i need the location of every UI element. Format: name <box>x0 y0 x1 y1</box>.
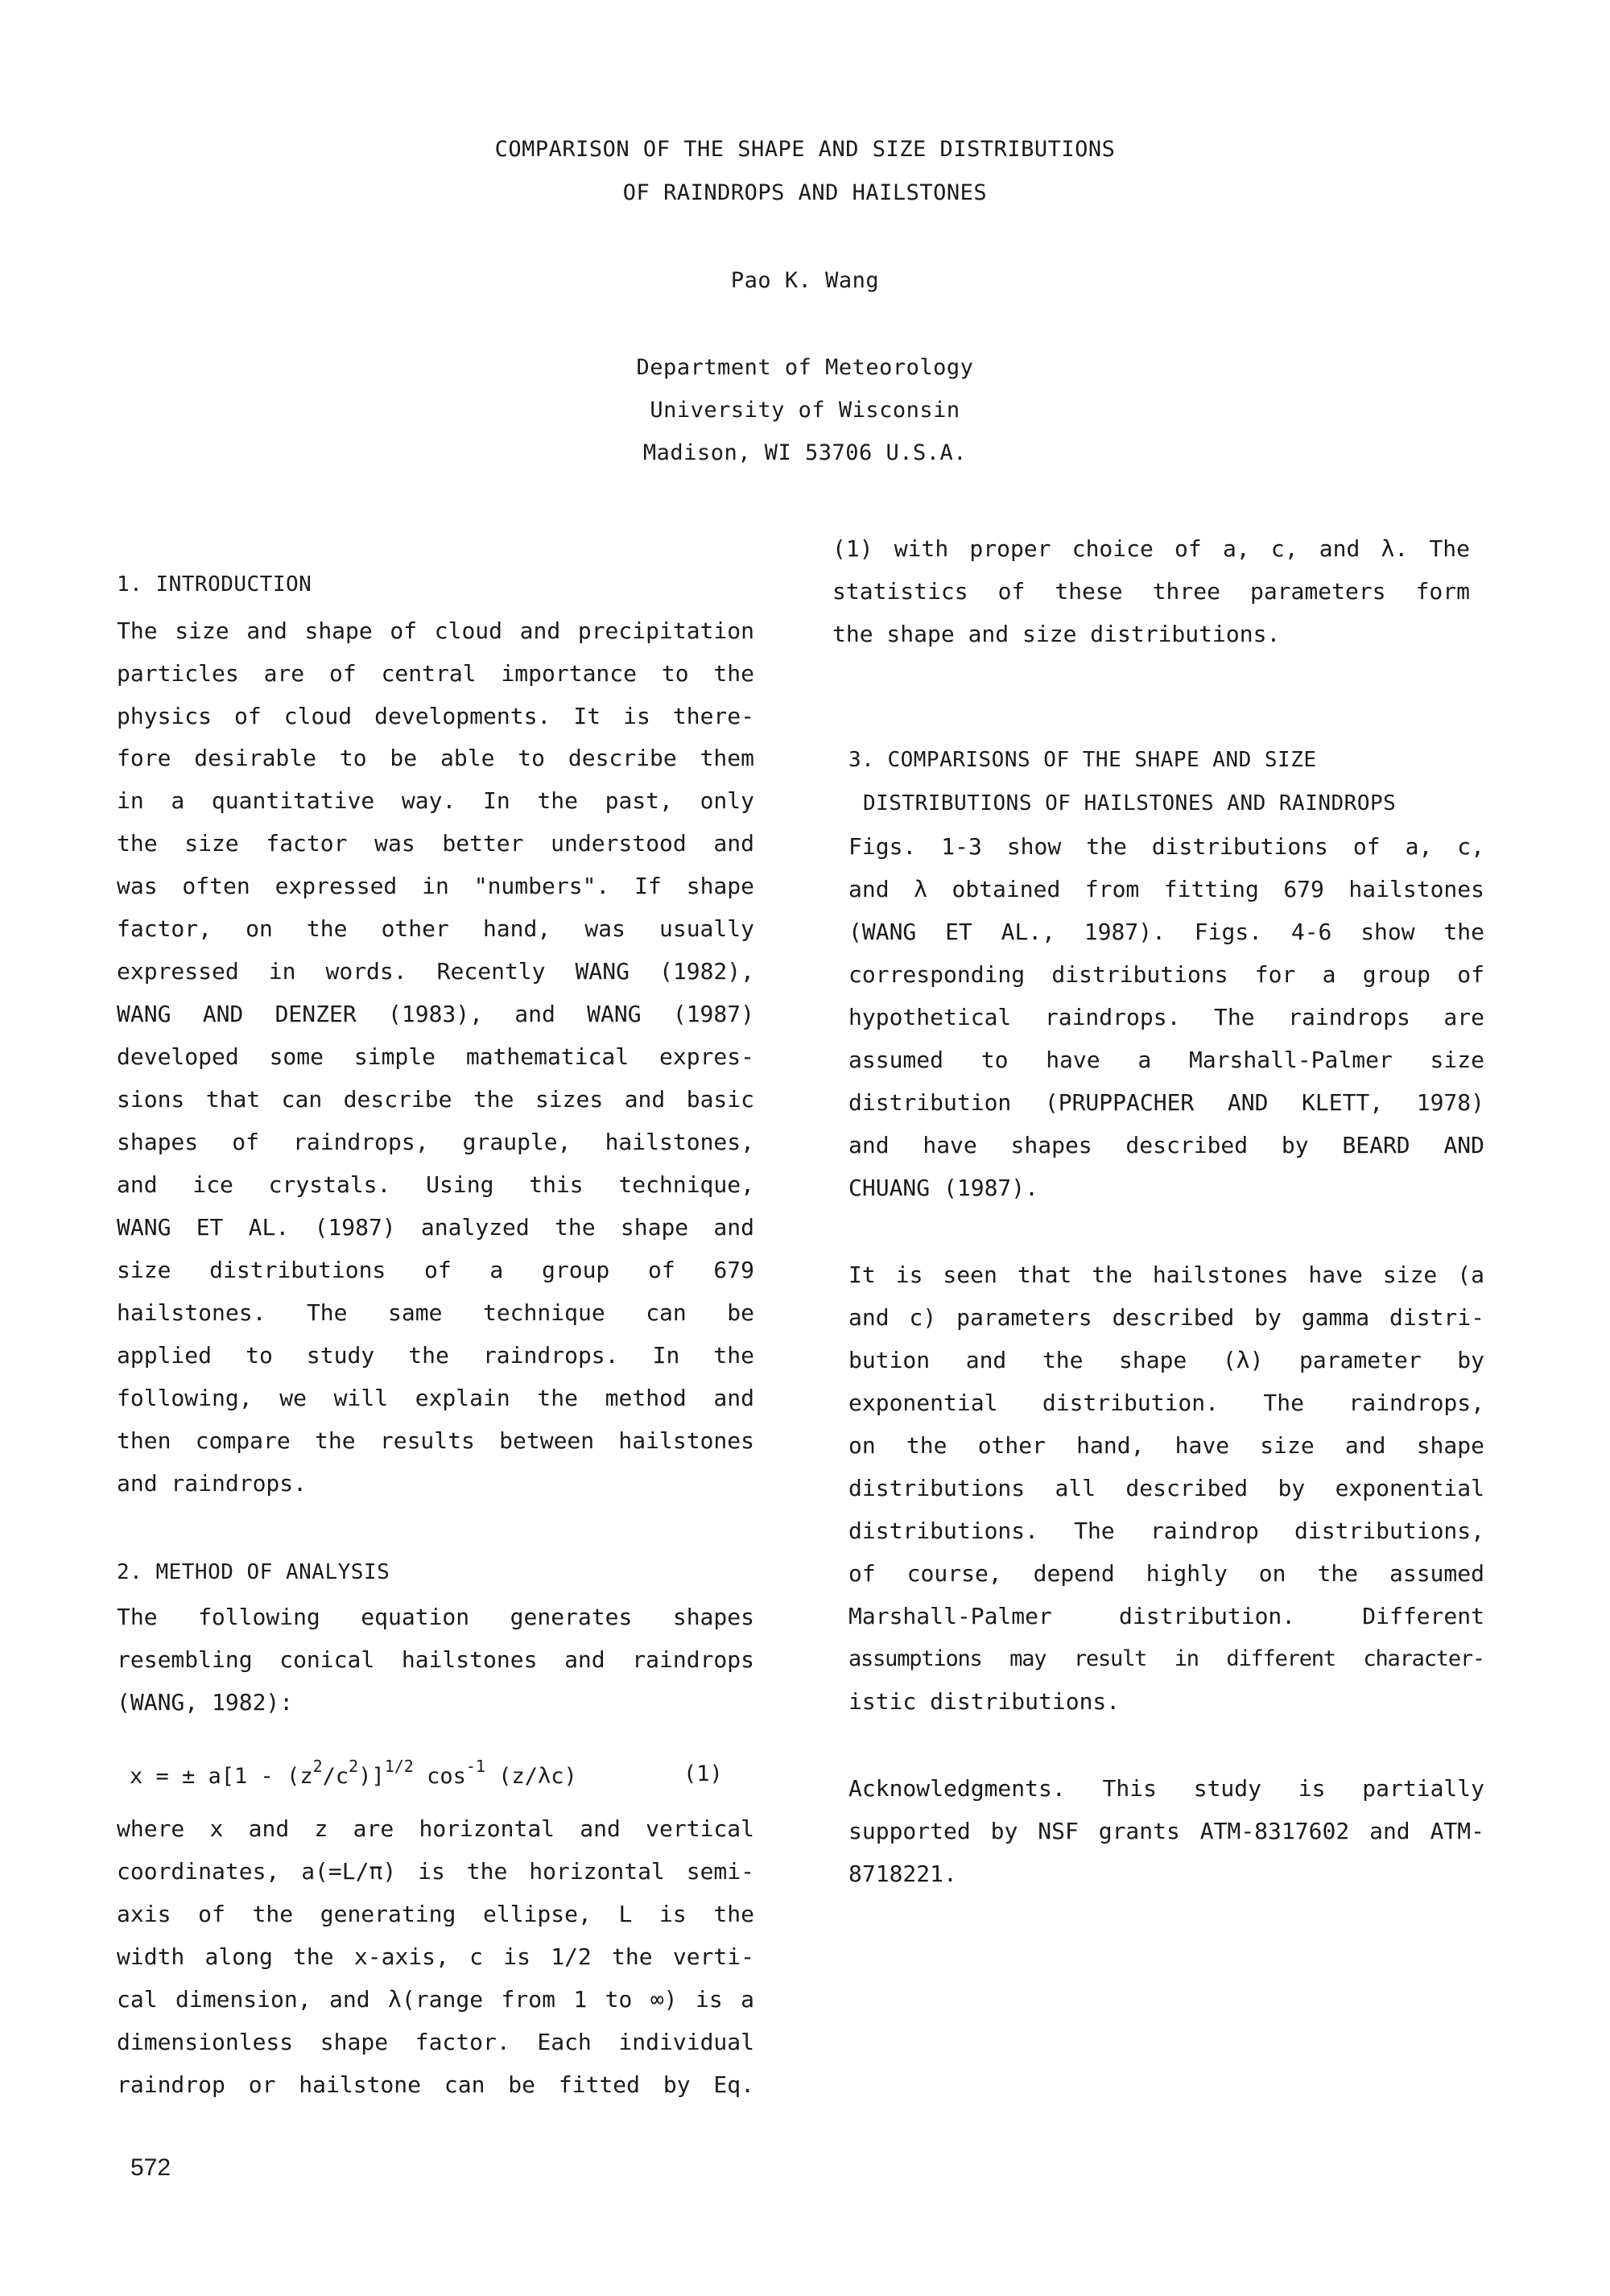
page-number: 572 <box>130 2154 171 2181</box>
text-line: assumed to have a Marshall-Palmer size <box>848 1047 1484 1073</box>
title-line-1: COMPARISON OF THE SHAPE AND SIZE DISTRIBUTIONS <box>494 137 1116 162</box>
text-line: distribution (PRUPPACHER AND KLETT, 1978) <box>848 1089 1484 1116</box>
text-line: The following equation generates shapes <box>117 1604 754 1630</box>
affiliation-university: University of Wisconsin <box>650 398 960 423</box>
text-line: and λ obtained from fitting 679 hailstones <box>848 876 1484 902</box>
text-line: Marshall-Palmer distribution. Different <box>848 1603 1484 1629</box>
text-line: bution and the shape (λ) parameter by <box>848 1347 1484 1373</box>
text-line: Acknowledgments. This study is partially <box>848 1775 1484 1802</box>
text-line: hailstones. The same technique can be <box>117 1299 754 1326</box>
intro-heading: 1. INTRODUCTION <box>117 572 312 597</box>
text-line: then compare the results between hailstones <box>117 1427 754 1454</box>
text-line: resembling conical hailstones and raindrops <box>117 1646 754 1673</box>
equation-sup: 1/2 <box>384 1757 414 1776</box>
text-line: WANG AND DENZER (1983), and WANG (1987) <box>117 1001 754 1027</box>
text-line: (WANG ET AL., 1987). Figs. 4-6 show the <box>848 919 1484 945</box>
text-line: and ice crystals. Using this technique, <box>117 1171 754 1198</box>
equation-number: (1) <box>683 1761 723 1786</box>
text-line: developed some simple mathematical expres- <box>117 1043 754 1070</box>
method-heading: 2. METHOD OF ANALYSIS <box>117 1560 390 1584</box>
text-line: WANG ET AL. (1987) analyzed the shape and <box>117 1214 754 1241</box>
title-line-2: OF RAINDROPS AND HAILSTONES <box>622 180 988 205</box>
text-line: physics of cloud developments. It is there- <box>117 703 754 729</box>
text-line: the shape and size distributions. <box>832 621 1281 647</box>
affiliation-dept: Department of Meteorology <box>636 355 974 380</box>
text-line: on the other hand, have size and shape <box>848 1432 1484 1459</box>
text-line: was often expressed in "numbers". If shape <box>117 873 754 899</box>
text-line: size distributions of a group of 679 <box>117 1257 754 1283</box>
text-line: coordinates, a(=L/π) is the horizontal semi- <box>117 1858 754 1885</box>
text-line: (WANG, 1982): <box>117 1689 294 1716</box>
text-line: axis of the generating ellipse, L is the <box>117 1901 754 1927</box>
text-line: distributions all described by exponential <box>848 1475 1484 1501</box>
equation-part: (z/λc) <box>485 1764 577 1789</box>
text-line: The size and shape of cloud and precipitation <box>117 617 754 644</box>
equation-sup: 2 <box>349 1757 359 1776</box>
text-line: statistics of these three parameters form <box>832 578 1470 605</box>
text-line: distributions. The raindrop distributions, <box>848 1518 1484 1544</box>
text-line: hypothetical raindrops. The raindrops are <box>848 1004 1484 1030</box>
text-line: Figs. 1-3 show the distributions of a, c, <box>848 833 1484 860</box>
text-line: the size factor was better understood and <box>117 830 754 857</box>
text-line: 8718221. <box>848 1860 957 1887</box>
equation-part: x = ± a[1 - (z <box>130 1764 313 1789</box>
text-line: raindrop or hailstone can be fitted by Eq. <box>117 2071 754 2098</box>
text-line: following, we will explain the method and <box>117 1385 754 1411</box>
text-line: particles are of central importance to the <box>117 660 754 687</box>
text-line: and c) parameters described by gamma distri- <box>848 1304 1484 1331</box>
text-line: fore desirable to be able to describe them <box>117 745 754 771</box>
text-line: and raindrops. <box>117 1470 308 1497</box>
text-line: dimensionless shape factor. Each individual <box>117 2029 754 2055</box>
text-line: exponential distribution. The raindrops, <box>848 1390 1484 1416</box>
text-line: shapes of raindrops, grauple, hailstones, <box>117 1129 754 1155</box>
text-line: CHUANG (1987). <box>848 1175 1039 1201</box>
text-line: istic distributions. <box>848 1688 1121 1715</box>
text-line: assumptions may result in different character- <box>848 1646 1484 1671</box>
text-line: of course, depend highly on the assumed <box>848 1560 1484 1587</box>
text-line: cal dimension, and λ(range from 1 to ∞) is a <box>117 1986 754 2013</box>
text-line: It is seen that the hailstones have size (a <box>848 1262 1484 1288</box>
equation-sup: -1 <box>465 1757 485 1776</box>
text-line: in a quantitative way. In the past, only <box>117 787 754 814</box>
text-line: corresponding distributions for a group of <box>848 961 1484 988</box>
text-line: sions that can describe the sizes and basic <box>117 1086 754 1113</box>
right-column-lower <box>848 0 1484 2296</box>
equation-sup: 2 <box>312 1757 323 1776</box>
text-line: (1) with proper choice of a, c, and λ. The <box>832 535 1470 562</box>
text-line: and have shapes described by BEARD AND <box>848 1132 1484 1158</box>
equation-part: /c <box>322 1764 349 1789</box>
text-line: where x and z are horizontal and vertical <box>117 1815 754 1842</box>
text-line: supported by NSF grants ATM-8317602 and ATM- <box>848 1818 1484 1844</box>
equation-part: )] <box>358 1764 385 1789</box>
text-line: expressed in words. Recently WANG (1982), <box>117 958 754 985</box>
comparison-heading-2: DISTRIBUTIONS OF HAILSTONES AND RAINDROPS <box>863 791 1397 816</box>
comparison-heading-1: 3. COMPARISONS OF THE SHAPE AND SIZE <box>848 748 1317 772</box>
text-line: width along the x-axis, c is 1/2 the verti- <box>117 1943 754 1970</box>
text-line: applied to study the raindrops. In the <box>117 1342 754 1369</box>
equation-part: cos <box>413 1764 466 1789</box>
left-column <box>117 0 754 2296</box>
equation-1 <box>130 1757 577 1789</box>
text-line: factor, on the other hand, was usually <box>117 915 754 942</box>
affiliation-address: Madison, WI 53706 U.S.A. <box>642 440 968 465</box>
author-name: Pao K. Wang <box>730 268 880 293</box>
